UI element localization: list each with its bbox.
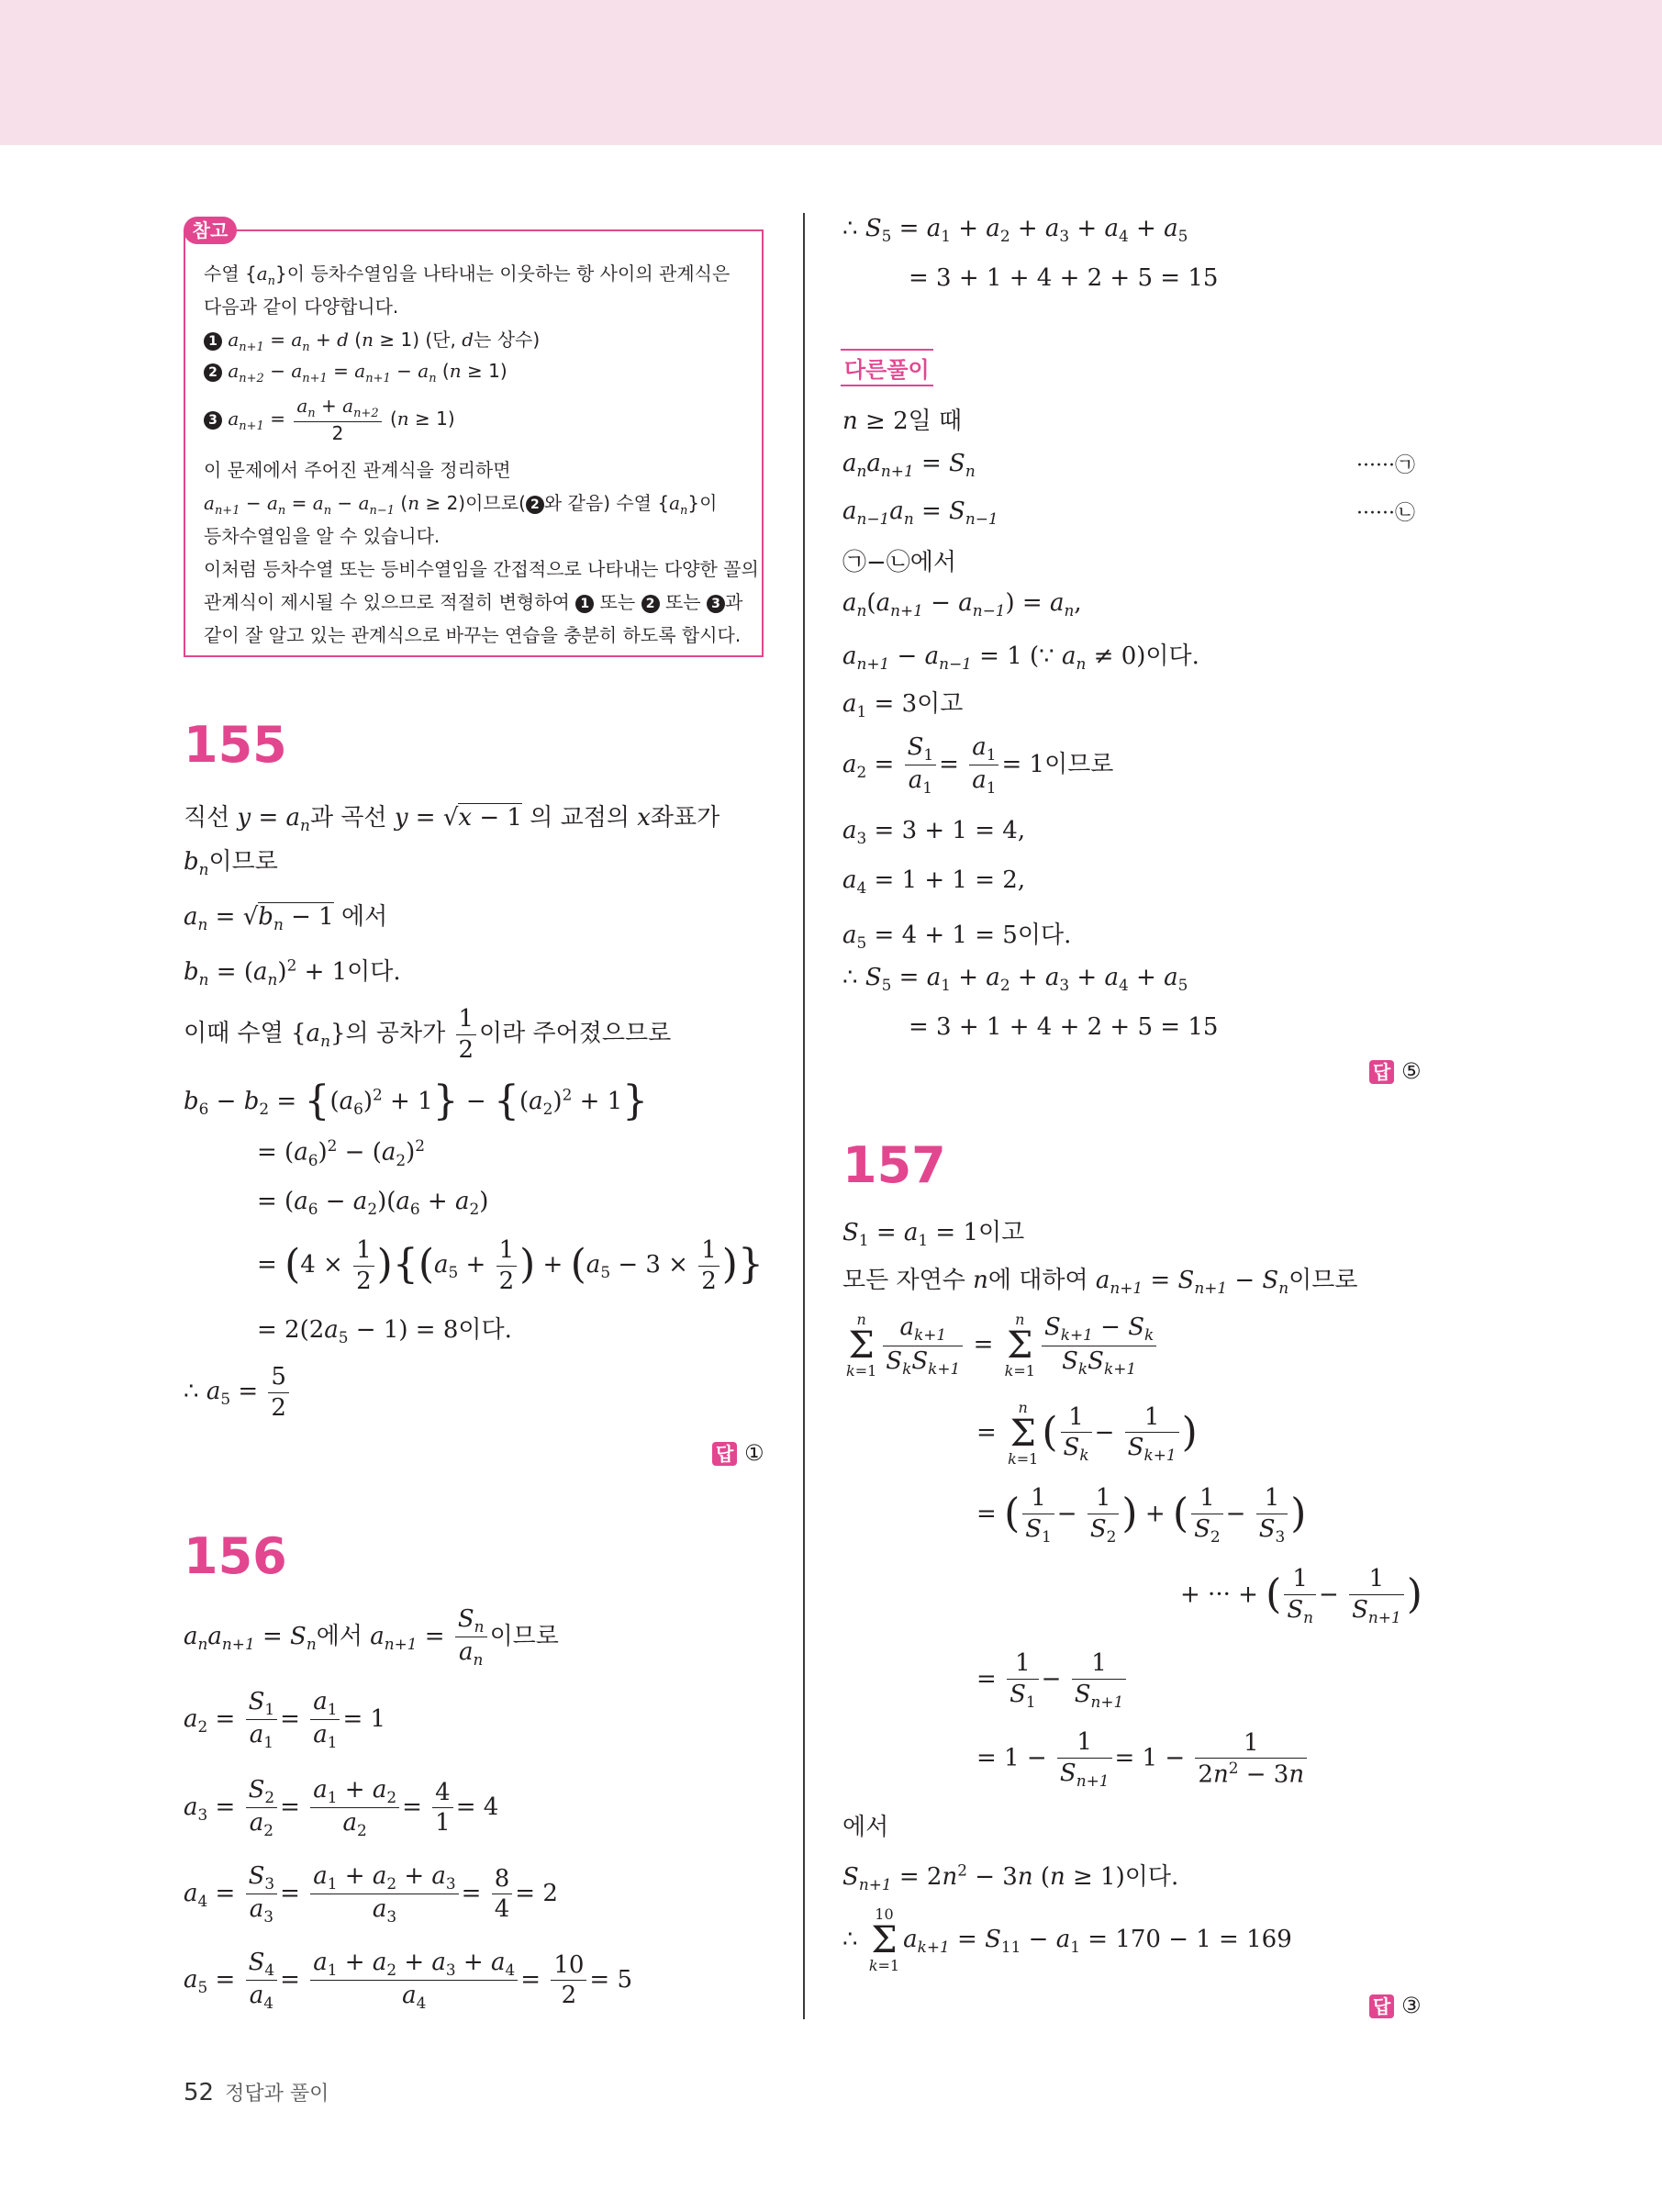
answer-tag: 답 — [1369, 1994, 1394, 2018]
problem-number-157: 157 — [842, 1136, 946, 1194]
other-solution-badge: 다른풀이 — [841, 349, 933, 386]
p156-o3-marker: ······㉡ — [1356, 502, 1415, 525]
p156-line-1: $a_na_{n+1} = S_n$에서 $a_{n+1}$ = $\frac{S_n}{a_n}$ 이므로 — [184, 1605, 559, 1670]
note-badge: 참고 — [184, 217, 237, 244]
p156-o12: ∴ $S_5 = a_1 + a_2 + a_3 + a_4 + a_5$ — [842, 964, 1188, 995]
answer-value: ⑤ — [1400, 1058, 1422, 1084]
note-line-3: 1 $a_{n+1} = a_n + d$ (n ≥ 1) (단, d는 상수) — [204, 325, 540, 354]
note-line-6: 이 문제에서 주어진 관계식을 정리하면 — [204, 459, 511, 481]
p155-line-2: $b_n$이므로 — [184, 848, 278, 879]
p157-l6: + ··· + ( $\frac{1}{S_n}$ − $\frac{1}{S_{n+1}}$ ) — [1180, 1565, 1422, 1626]
p155-line-9: = (4 × $\frac{1}{2}$ ){($a_5$ + $\frac{1}{2}$ ) + ($a_5 - 3$ × $\frac{1}{2}$ )} — [257, 1236, 764, 1295]
p157-l8: = 1 − $\frac{1}{S_{n+1}}$ = 1 − $\frac{1}{2n^2 - 3n}$ — [976, 1727, 1310, 1791]
p155-line-10: = $2(2a_5 - 1) = 8$이다. — [257, 1316, 512, 1347]
p156-o6: $a_{n+1} - a_{n-1} = 1$ (∵ $a_n \ne 0$)이다. — [842, 642, 1199, 674]
answer-value: ③ — [1400, 1993, 1422, 2018]
p155-line-6: $b_6 - b_2 = \{(a_6)^2 + 1\} - \{(a_2)^2 + 1\}$ — [184, 1078, 649, 1124]
p156-s5-line-2: = 3 + 1 + 4 + 2 + 5 = 15 — [909, 264, 1219, 292]
p157-l7: = $\frac{1}{S_1}$ − $\frac{1}{S_{n+1}}$ — [976, 1648, 1129, 1712]
answer-tag: 답 — [712, 1442, 737, 1466]
note-line-1: 수열 $\{a_n\}$이 등차수열임을 나타내는 이웃하는 항 사이의 관계식은 — [204, 263, 731, 288]
note-line-2: 다음과 같이 다양합니다. — [204, 296, 399, 318]
p157-l10: $S_{n+1} = 2n^2 - 3n$ (n ≥ 1)이다. — [842, 1860, 1179, 1894]
page-footer — [184, 2078, 329, 2106]
p157-l3: n Σ k=1 $\frac{a_{k+1}}{S_kS_{k+1}}$ = n Σ k=1 $\frac{S_{k+1} - S_k}{S_kS_{k+1}}$ — [842, 1313, 1159, 1379]
answer-value: ① — [743, 1440, 764, 1466]
p157-l2: 모든 자연수 n에 대하여 $a_{n+1} = S_{n+1} - S_n$이므로 — [842, 1267, 1358, 1298]
column-divider — [803, 213, 805, 2019]
p156-a3: $a_3$ = $\frac{S_2}{a_2}$ = $\frac{a_1 + a_2}{a_2}$ = $\frac{4}{1}$ = 4 — [184, 1776, 499, 1840]
p156-a5: $a_5$ = $\frac{S_4}{a_4}$ = $\frac{a_1 + a_2 + a_3 + a_4}{a_4}$ = $\frac{10}{2}$ = 5 — [184, 1949, 633, 2013]
note-line-4: 2 $a_{n+2} - a_{n+1} = a_{n+1} - a_n$ (n ≥ 1) — [204, 360, 508, 385]
note-line-11: 같이 잘 알고 있는 관계식으로 바꾸는 연습을 충분히 하도록 합시다. — [204, 624, 742, 646]
p156-o2: $a_na_{n+1} = S_n$ — [842, 450, 976, 481]
p156-o11: $a_5 = 4 + 1 = 5$이다. — [842, 922, 1072, 953]
p156-o9: $a_3 = 3 + 1 = 4$, — [842, 817, 1026, 848]
p155-line-5: 이때 수열 $\{a_n\}$의 공차가 $\frac{1}{2}$ 이라 주어졌으므로 — [184, 1005, 672, 1064]
p157-answer — [1369, 1992, 1421, 2018]
page-number: 52 — [184, 2079, 215, 2106]
p156-s5-line-1: ∴ $S_5 = a_1 + a_2 + a_3 + a_4 + a_5$ — [842, 215, 1188, 246]
p155-line-11: ∴ $a_5$ = $\frac{5}{2}$ — [184, 1362, 292, 1423]
p156-answer — [1369, 1057, 1421, 1084]
problem-number-156: 156 — [184, 1527, 287, 1585]
top-band — [0, 0, 1662, 145]
answer-tag: 답 — [1369, 1060, 1394, 1084]
p156-o7: $a_1 = 3$이고 — [842, 690, 964, 721]
problem-number-155: 155 — [184, 716, 287, 774]
p156-o8: $a_2$ = $\frac{S_1}{a_1}$ = $\frac{a_1}{a_1}$ = 1이므로 — [842, 733, 1114, 798]
p157-l11: ∴ 10 Σ $k=1a_{k+1} = S_{11} - a_1 = 170 - 1 = 169$ — [842, 1905, 1292, 1974]
note-line-8: 등차수열임을 알 수 있습니다. — [204, 525, 441, 547]
p157-l5: = ( $\frac{1}{S_1}$ − $\frac{1}{S_2}$ ) + ( $\frac{1}{S_2}$ − $\frac{1}{S_3}$ ) — [976, 1484, 1307, 1546]
note-line-5: 3 $a_{n+1}$ = $\frac{a_n + a_{n+2}}{2}$ (n ≥ 1) — [204, 395, 455, 445]
note-line-10: 관계식이 제시될 수 있으므로 적절히 변형하여 1 또는 2 또는 3 과 — [204, 591, 743, 613]
footer-label: 정답과 풀이 — [225, 2083, 329, 2106]
p155-line-3: $a_n = √b_n - 1$ 에서 — [184, 903, 388, 934]
p155-answer — [712, 1439, 764, 1466]
p157-l1: $S_1 = a_1 = 1$이고 — [842, 1219, 1025, 1250]
p155-line-1: 직선 $y = a_n$과 곡선 y = √x − 1 의 교점의 x좌표가 — [184, 804, 720, 835]
note-line-9: 이처럼 등차수열 또는 등비수열임을 간접적으로 나타내는 다양한 꼴의 — [204, 558, 759, 580]
p156-o4: ㉠−㉡에서 — [842, 549, 957, 576]
p156-o13: = 3 + 1 + 4 + 2 + 5 = 15 — [909, 1013, 1219, 1041]
p156-o2-marker: ······㉠ — [1356, 454, 1415, 477]
p156-o3: $a_{n-1}a_n = S_{n-1}$ — [842, 497, 998, 529]
p156-a4: $a_4$ = $\frac{S_3}{a_3}$ = $\frac{a_1 + a_2 + a_3}{a_3}$ = $\frac{8}{4}$ = 2 — [184, 1862, 558, 1927]
p156-a2: $a_2$ = $\frac{S_1}{a_1}$ = $\frac{a_1}{a_1}$ = 1 — [184, 1688, 386, 1752]
p157-l4: = n Σ k=1( $\frac{1}{S_k}$ − $\frac{1}{S_{k+1}}$ ) — [976, 1399, 1198, 1468]
note-line-7: $a_{n+1} - a_n = a_n - a_{n-1}$ (n ≥ 2)이므로( 2 와 같음) 수열 $\{a_n\}$이 — [204, 492, 718, 518]
p157-l9: 에서 — [842, 1814, 889, 1841]
p155-line-4: $b_n = (a_n)^2 + 1$이다. — [184, 955, 401, 989]
p155-line-8: = $(a_6 - a_2)(a_6 + a_2)$ — [257, 1188, 489, 1219]
p155-line-7: = $(a_6)^2 - (a_2)^2$ — [257, 1136, 426, 1169]
p156-o5: $a_n(a_{n+1} - a_{n-1}) = a_n$, — [842, 589, 1082, 620]
p156-o1: n ≥ 2일 때 — [842, 408, 963, 435]
p156-o10: $a_4 = 1 + 1 = 2$, — [842, 866, 1026, 898]
